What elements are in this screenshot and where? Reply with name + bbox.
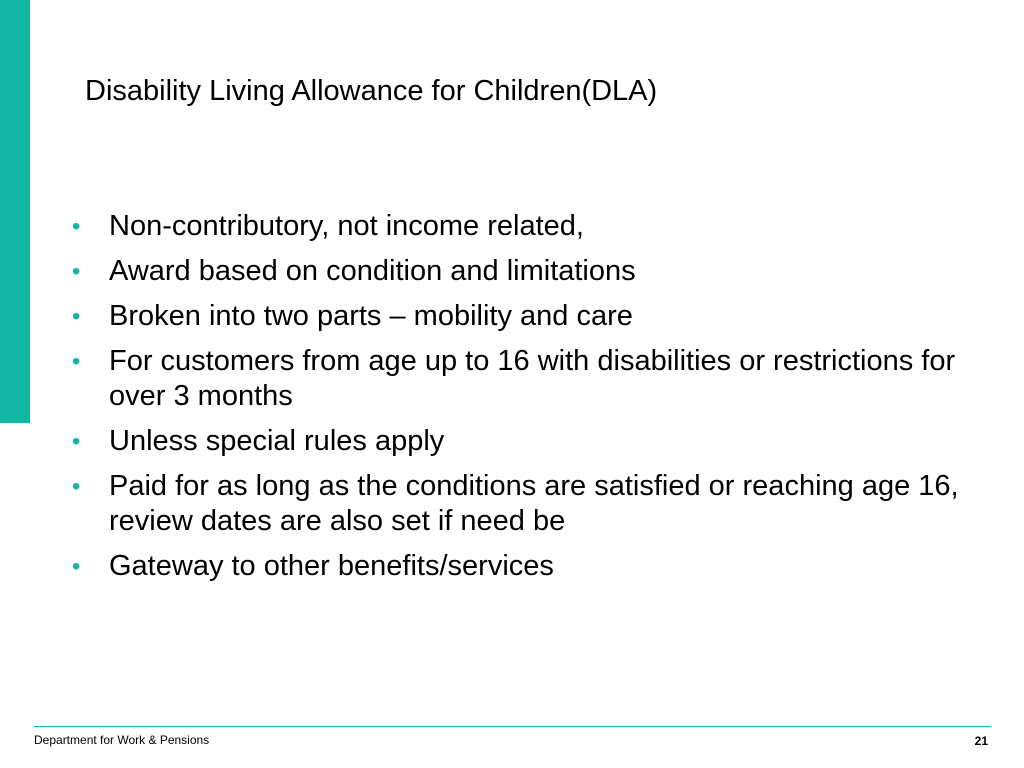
bullet-icon: • xyxy=(72,428,81,455)
bullet-text: Award based on condition and limitations xyxy=(109,255,636,287)
page-number: 21 xyxy=(974,734,988,748)
bullet-icon: • xyxy=(72,473,81,500)
footer-organization: Department for Work & Pensions xyxy=(34,733,210,747)
footer-divider xyxy=(34,726,991,727)
bullet-item xyxy=(72,469,972,539)
bullet-text: Unless special rules apply xyxy=(109,425,445,457)
bullet-text: Paid for as long as the conditions are satisfied or reaching age 16, review dates are also set if need be xyxy=(109,470,959,537)
bullet-icon: • xyxy=(72,303,81,330)
bullet-text: Non-contributory, not income related, xyxy=(109,210,584,242)
bullet-text: For customers from age up to 16 with disabilities or restrictions for over 3 months xyxy=(109,345,956,412)
slide-title: Disability Living Allowance for Children(DLA) xyxy=(85,75,658,107)
bullet-item xyxy=(72,254,972,289)
bullet-icon: • xyxy=(72,553,81,580)
bullet-item xyxy=(72,424,972,459)
bullet-item xyxy=(72,344,972,414)
bullet-icon: • xyxy=(72,213,81,240)
bullet-text: Gateway to other benefits/services xyxy=(109,550,554,582)
bullet-item xyxy=(72,299,972,334)
bullet-item xyxy=(72,209,972,244)
bullet-icon: • xyxy=(72,348,81,375)
bullet-item xyxy=(72,549,972,584)
bullet-icon: • xyxy=(72,258,81,285)
bullet-list xyxy=(72,209,972,594)
accent-bar xyxy=(0,0,30,423)
bullet-text: Broken into two parts – mobility and care xyxy=(109,300,633,332)
